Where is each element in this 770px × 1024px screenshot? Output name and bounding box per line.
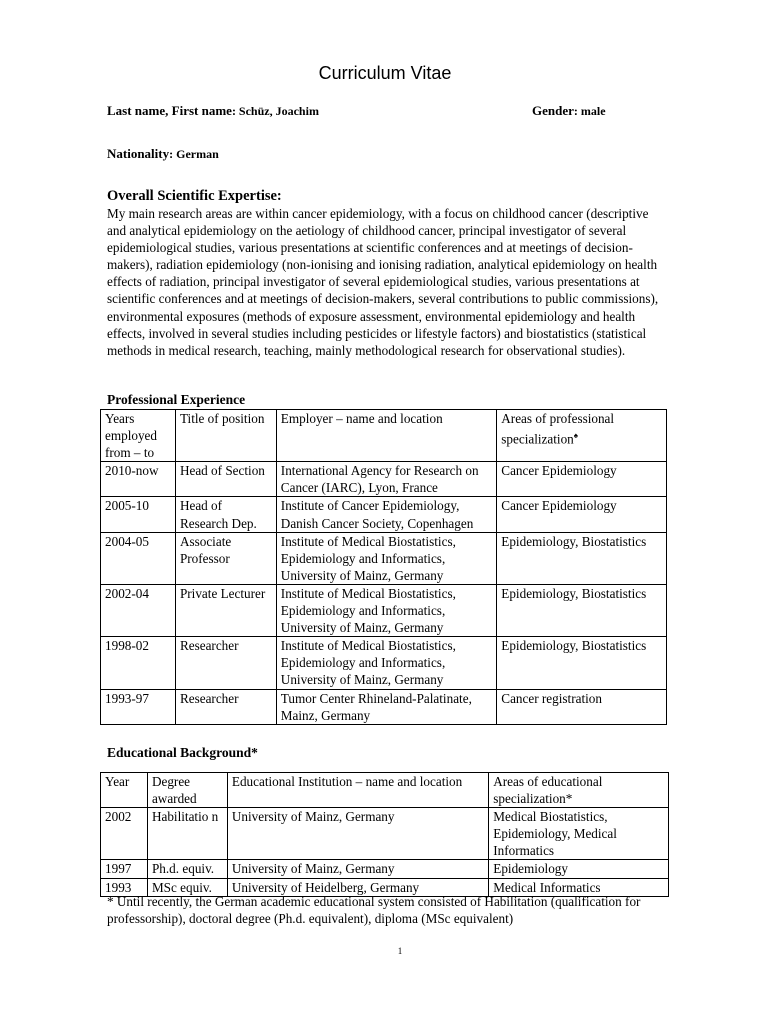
name-label: Last name, First name <box>107 103 232 118</box>
cell-areas: Cancer registration <box>497 689 667 724</box>
cell-years: 2002-04 <box>101 584 176 636</box>
cell-areas: Epidemiology, Biostatistics <box>497 637 667 689</box>
cell-years: 2005-10 <box>101 497 176 532</box>
cell-degree: Habilitatio n <box>147 808 227 860</box>
nationality-value: : German <box>169 147 219 161</box>
cell-areas: Cancer Epidemiology <box>497 497 667 532</box>
header-year: Year <box>101 773 148 808</box>
cell-employer: Institute of Medical Biostatistics, Epidemiology and Informatics, University of Mainz, Germany <box>276 637 496 689</box>
cell-year: 1997 <box>101 860 148 878</box>
page-number: 1 <box>397 946 403 956</box>
cell-title: Researcher <box>175 689 276 724</box>
gender-value: : male <box>573 104 606 118</box>
table-row <box>101 462 667 497</box>
cell-title: Associate Professor <box>175 532 276 584</box>
educational-background-heading: Educational Background* <box>107 745 258 760</box>
cell-years: 1998-02 <box>101 637 176 689</box>
cell-employer: International Agency for Research on Cancer (IARC), Lyon, France <box>276 462 496 497</box>
cell-year: 1993 <box>101 878 148 896</box>
expertise-body: My main research areas are within cancer epidemiology, with a focus on childhood cancer (descriptive and analytical epidemiology on the aetiology of childhood cancer, principal investigator of several epidemiological studies, various presentations at scientific conferences and at meetings of decision-makers), radiation epidemiology (non-ionising and ionising radiation, analytical epidemiology on health effects of radiation, principal investigator of several epidemiological studies, various presentations at scientific conferences and at meetings of decision-makers, several contributions to public commissions), environmental exposures (methods of exposure assessment, environmental epidemiology and health effects, involved in several studies including pesticides or lifestyle factors) and biostatistics (statistical methods in medical research, teaching, mainly methodological research for observational studies). <box>107 206 659 358</box>
gender-field <box>532 103 606 119</box>
header-areas <box>497 410 667 462</box>
header-areas-label: Areas of professional specialization <box>501 411 615 447</box>
cell-employer: Institute of Medical Biostatistics, Epidemiology and Informatics, University of Mainz, Germany <box>276 584 496 636</box>
table-row <box>101 808 669 860</box>
cell-title: Head of Section <box>175 462 276 497</box>
table-row <box>101 584 667 636</box>
cell-title: Head of Research Dep. <box>175 497 276 532</box>
educational-background-table <box>100 772 669 897</box>
header-degree: Degree awarded <box>147 773 227 808</box>
cell-employer: Tumor Center Rhineland-Palatinate, Mainz, Germany <box>276 689 496 724</box>
header-institution: Educational Institution – name and location <box>227 773 488 808</box>
education-footnote: * Until recently, the German academic educational system consisted of Habilitation (qualification for professorship), doctoral degree (Ph.d. equivalent), diploma (MSc equivalent) <box>107 894 641 927</box>
table-row <box>101 497 667 532</box>
nationality-field <box>107 146 219 162</box>
table-row <box>101 689 667 724</box>
cell-employer: Institute of Medical Biostatistics, Epidemiology and Informatics, University of Mainz, Germany <box>276 532 496 584</box>
cell-years: 1993-97 <box>101 689 176 724</box>
document-title: Curriculum Vitae <box>318 63 452 83</box>
cell-degree: MSc equiv. <box>147 878 227 896</box>
header-title: Title of position <box>175 410 276 462</box>
cell-areas: Medical Biostatistics, Epidemiology, Medical Informatics <box>489 808 669 860</box>
table-header-row <box>101 410 667 462</box>
expertise-heading: Overall Scientific Expertise: <box>107 188 282 204</box>
gender-label: Gender <box>532 103 574 118</box>
table-row <box>101 860 669 878</box>
cell-employer: Institute of Cancer Epidemiology, Danish Cancer Society, Copenhagen <box>276 497 496 532</box>
professional-experience-table <box>100 409 667 725</box>
cell-degree: Ph.d. equiv. <box>147 860 227 878</box>
cell-institution: University of Mainz, Germany <box>227 860 488 878</box>
cell-areas: Epidemiology <box>489 860 669 878</box>
nationality-label: Nationality <box>107 146 170 161</box>
header-edu-areas: Areas of educational specialization* <box>489 773 669 808</box>
professional-experience-heading: Professional Experience <box>107 392 246 407</box>
cell-institution: University of Mainz, Germany <box>227 808 488 860</box>
cell-year: 2002 <box>101 808 148 860</box>
cell-areas: Cancer Epidemiology <box>497 462 667 497</box>
table-row <box>101 637 667 689</box>
table-header-row <box>101 773 669 808</box>
cell-areas: Medical Informatics <box>489 878 669 896</box>
name-field <box>107 103 319 119</box>
cell-years: 2010-now <box>101 462 176 497</box>
cell-title: Researcher <box>175 637 276 689</box>
cell-areas: Epidemiology, Biostatistics <box>497 584 667 636</box>
header-employer: Employer – name and location <box>276 410 496 462</box>
cell-institution: University of Heidelberg, Germany <box>227 878 488 896</box>
cell-areas: Epidemiology, Biostatistics <box>497 532 667 584</box>
table-row <box>101 532 667 584</box>
header-years: Years employed from – to <box>101 410 176 462</box>
cell-title: Private Lecturer <box>175 584 276 636</box>
name-value: : Schüz, Joachim <box>231 104 319 118</box>
spade-mark: ♠ <box>573 431 579 441</box>
cell-years: 2004-05 <box>101 532 176 584</box>
